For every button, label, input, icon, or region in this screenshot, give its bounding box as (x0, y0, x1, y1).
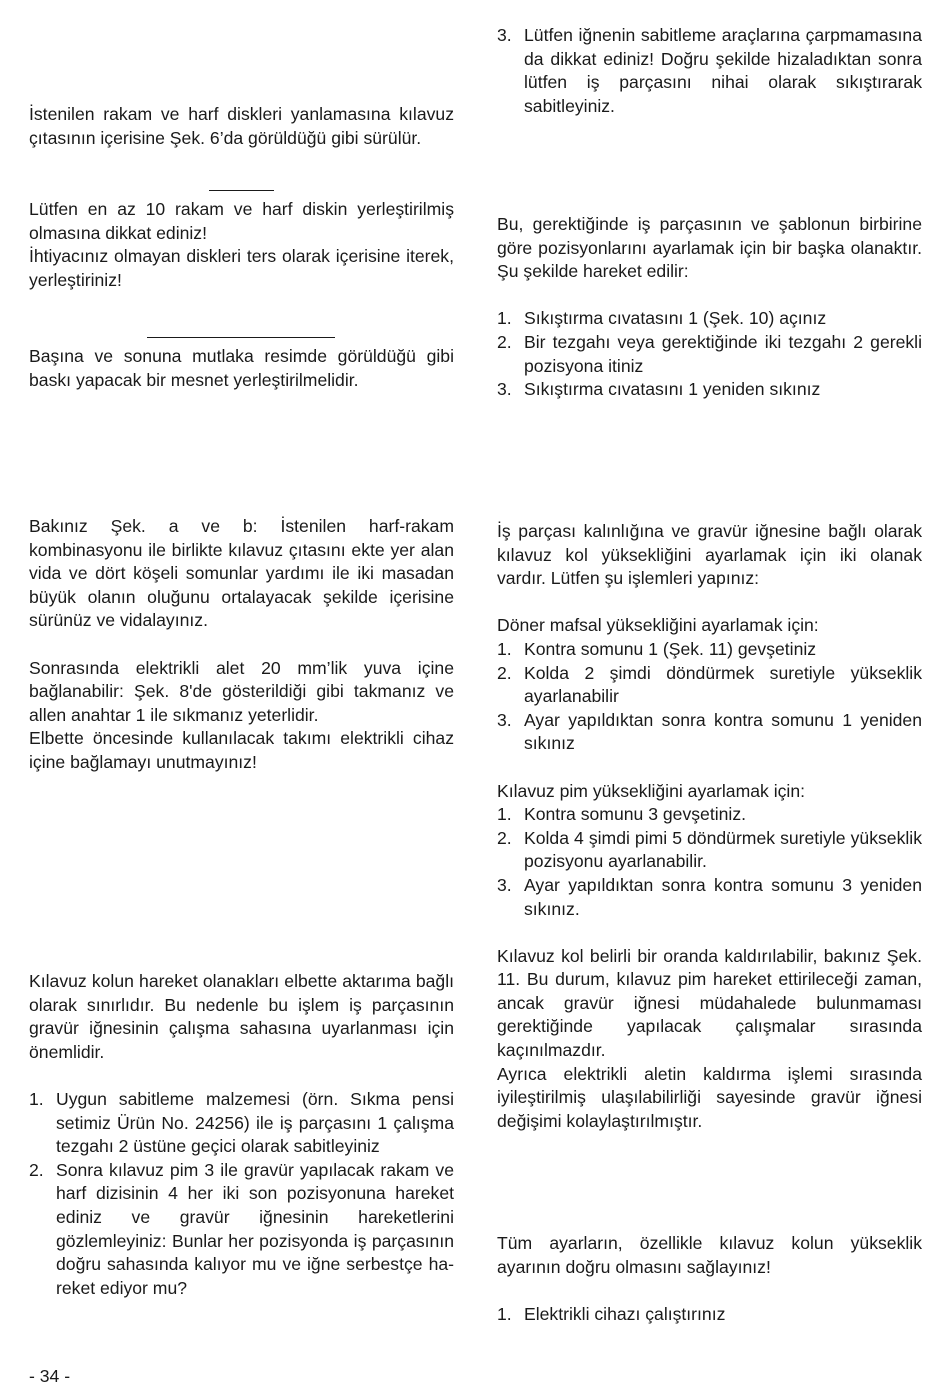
list-item (497, 638, 922, 662)
list-number: 1. (29, 1088, 44, 1109)
lift-paragraph-2: Ayrıca elektrikli aletin kaldırma işlemi sırasında iyileştirilmiş ulaşılabilirliği sayesinde gravür iğnesi değişimi kolaylaştırılmıştır. (497, 1063, 922, 1131)
list-number: 1. (497, 1303, 512, 1324)
list-number: 2. (497, 827, 512, 848)
position-section (497, 213, 922, 402)
support-paragraph: Başına ve sonuna mutlaka resimde görüldüğü gibi baskı yapacak bir mesnet yerleştirilmelidir. (29, 346, 454, 390)
note-paragraph-1: Lütfen en az 10 rakam ve harf diskin yerleştirilmiş olmasına dikkat ediniz! (29, 199, 454, 243)
list-text: Ayar yapıldıktan sonra kontra somunu 3 yeniden sıkınız. (524, 874, 922, 919)
list-number: 3. (497, 874, 512, 895)
list-item (497, 662, 922, 709)
list-number: 3. (497, 379, 512, 400)
list-text: Kolda 4 şimdi pimi 5 döndürmek suretiyle yükseklik pozisyonu ayarlanabilir. (524, 827, 922, 872)
lift-paragraph-1: Kılavuz kol belirli bir oranda kaldırılabilir, bakınız Şek. 11. Bu durum, kılavuz pim hareket ettirileceği zaman, ancak gravür iğnesi müdahalede bulunmaması gerektiğinde yapılacak çalışmalar sırasında kaçınılmazdır. (497, 945, 922, 1061)
list-item (29, 1088, 454, 1159)
continued-step-section (497, 24, 922, 118)
list-item (497, 24, 922, 118)
list-item (497, 827, 922, 874)
list-item (497, 1303, 922, 1327)
list-item (497, 709, 922, 756)
movement-steps-list (29, 1088, 454, 1300)
list-number: 1. (497, 638, 512, 659)
list-number: 2. (497, 662, 512, 683)
intro-paragraph: İstenilen rakam ve harf diskleri yanlamasına kılavuz çıtasının içerisine Şek. 6’da görüldüğü gibi sürülür. (29, 104, 454, 148)
position-steps-list (497, 307, 922, 401)
continued-steps-list (497, 24, 922, 118)
page-number: - 34 - (29, 1366, 71, 1386)
height-section (497, 520, 922, 1133)
settings-paragraph: Tüm ayarların, özellikle kılavuz kolun yükseklik ayarının doğru olmasını sağlayınız! (497, 1233, 922, 1277)
list-number: 2. (29, 1159, 44, 1180)
separator-rule (209, 190, 274, 191)
tool-paragraph-2: Elbette öncesinde kullanılacak takımı elektrikli cihaz içine bağlamayı unutmayınız! (29, 728, 454, 772)
list-number: 3. (497, 709, 512, 730)
support-section (29, 345, 454, 392)
list-item (497, 803, 922, 827)
movement-paragraph: Kılavuz kolun hareket olanakları elbette aktarıma bağlı olarak sınırlıdır. Bu nedenle bu işlem iş parçasının gravür iğnesinin çalışma sahasına uyarlanması için önemlidir. (29, 971, 454, 1062)
list-number: 3. (497, 25, 512, 45)
swivel-steps-list (497, 638, 922, 756)
disc-note-section (29, 198, 454, 292)
height-paragraph: İş parçası kalınlığına ve gravür iğnesine bağlı olarak kılavuz kol yüksekliğini ayarlamak için iki olanak vardır. Lütfen şu işlemleri yapınız: (497, 521, 922, 589)
list-text: Uygun sabitleme malzemesi (örn. Sıkma pensi setimiz Ürün No. 24256) ile iş parçasını 1 çalışma tezgahı 2 üstüne geçici olarak sabitleyiniz (56, 1088, 454, 1157)
list-item (497, 331, 922, 378)
position-paragraph: Bu, gerektiğinde iş parçasının ve şablonun birbirine göre pozisyonlarını ayarlamak için bir başka olanaktır. Şu şekilde hareket edilir: (497, 214, 922, 282)
list-item (497, 874, 922, 921)
list-text: Ayar yapıldıktan sonra kontra somunu 1 yeniden sıkınız (524, 709, 922, 754)
list-text: Sonra kılavuz pim 3 ile gravür yapılacak rakam ve harf dizisinin 4 her iki son pozisyonuna hareket ediniz ve gravür iğnesinin hareketlerini gözlemleyiniz: Bunlar her pozisyonda iş parçasının doğru sahasında kalıyor mu ve iğne serbestçe ha-reket ediyor mu? (56, 1159, 454, 1298)
list-text: Kontra somunu 1 (Şek. 11) gevşetiniz (524, 638, 817, 659)
list-text: Lütfen iğnenin sabitleme araçlarına çarpmamasına da dikkat ediniz! Doğru şekilde hizaladıktan sonra lütfen iş parçasını nihai olarak sıkıştırarak sabitleyiniz. (524, 25, 922, 116)
list-number: 1. (497, 308, 512, 329)
note-paragraph-2: İhtiyacınız olmayan diskleri ters olarak içerisine iterek, yerleştiriniz! (29, 246, 454, 290)
intro-section (29, 103, 454, 150)
tool-paragraph-1: Sonrasında elektrikli alet 20 mm’lik yuva içine bağlanabilir: Şek. 8'de gösterildiği gibi takmanız ve allen anahtar 1 ile sıkmanız yeterlidir. (29, 657, 454, 725)
list-text: Elektrikli cihazı çalıştırınız (524, 1303, 726, 1324)
list-text: Sıkıştırma cıvatasını 1 yeniden sıkınız (524, 379, 821, 400)
separator-rule (147, 337, 335, 338)
mount-section (29, 515, 454, 775)
movement-section (29, 970, 454, 1300)
settings-section (497, 1232, 922, 1326)
list-text: Bir tezgahı veya gerektiğinde iki tezgahı 2 gerekli pozisyona itiniz (524, 331, 922, 376)
list-item (497, 378, 922, 402)
list-text: Kontra somunu 3 gevşetiniz. (524, 804, 747, 825)
list-text: Sıkıştırma cıvatasını 1 (Şek. 10) açınız (524, 308, 827, 329)
list-number: 1. (497, 804, 512, 825)
swivel-heading: Döner mafsal yüksekliğini ayarlamak için: (497, 615, 819, 636)
pin-heading: Kılavuz pim yüksekliğini ayarlamak için: (497, 780, 806, 801)
list-item (29, 1159, 454, 1301)
list-item (497, 307, 922, 331)
list-number: 2. (497, 331, 512, 352)
list-text: Kolda 2 şimdi döndürmek suretiyle yükseklik ayarlanabilir (524, 662, 922, 707)
mount-paragraph: Bakınız Şek. a ve b: İstenilen harf-rakam kombinasyonu ile birlikte kılavuz çıtasını ekte yer alan vida ve dört köşeli somunlar yardımı ile iki masadan büyük olanın oluğunu ortalayacak şekilde içerisine sürünüz ve vidalayınız. (29, 516, 454, 631)
start-steps-list (497, 1303, 922, 1327)
pin-steps-list (497, 803, 922, 921)
